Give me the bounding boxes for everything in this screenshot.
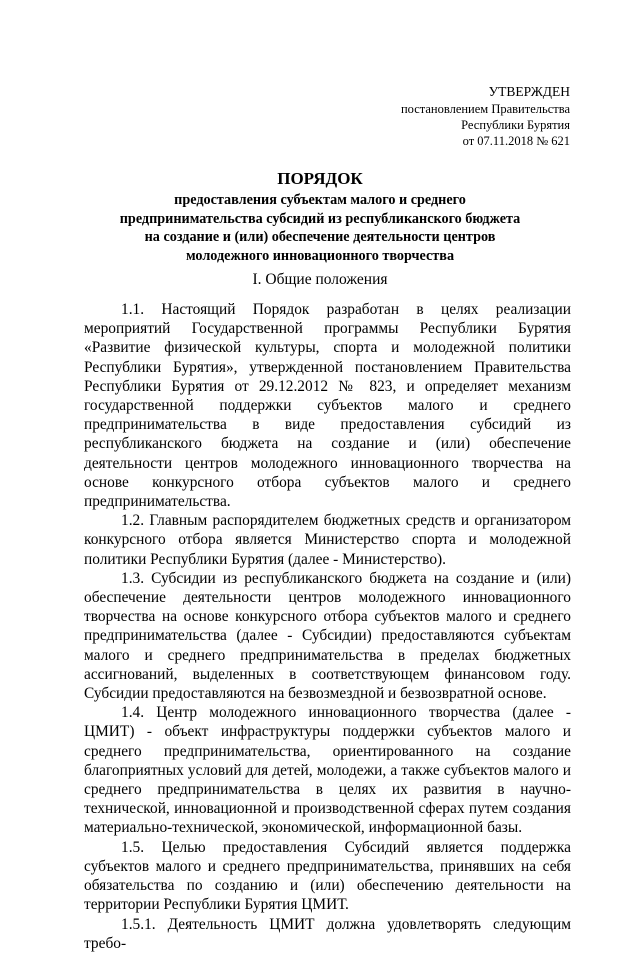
title-main: ПОРЯДОК [277,169,363,188]
paragraph-1-4: 1.4. Центр молодежного инновационного творчества (далее - ЦМИТ) - объект инфраструктуры поддержки субъектов малого и среднего предпринимательства, ориентированного на создание благоприятных условий для детей, молодежи, а также субъектов малого и среднего предпринимательства в целях их развития в научно-технической, инновационной и производственной сферах путем создания материально-технической, экономической, информационной базы. [84,704,571,837]
approval-line: постановлением Правительства [400,102,570,116]
approval-line: Республики Бурятия [461,118,570,132]
section-heading: I. Общие положения [252,271,388,288]
title-line: предпринимательства субсидий из республиканского бюджета [119,210,521,227]
approval-title: УТВЕРЖДЕН [488,84,570,99]
title-line: на создание и (или) обеспечение деятельности центров [144,229,496,245]
paragraph-1-3: 1.3. Субсидии из республиканского бюджета на создание и (или) обеспечение деятельности центров молодежного инновационного творчества на основе конкурсного отбора субъектов малого и среднего предпринимательства (далее - Субсидии) предоставляются субъектам малого и среднего предпринимательства в пределах бюджетных ассигнований, выделенных в соответствующем финансовом году. Субсидии предоставляются на безвозмездной и безвозвратной основе. [84,569,571,703]
paragraph-1-5: 1.5. Целью предоставления Субсидий является поддержка субъектов малого и среднего предпринимательства, принявших на себя обязательства по созданию и (или) обеспечению деятельности на территории Республики Бурятия ЦМИТ. [84,838,571,914]
paragraph-1-2: 1.2. Главным распорядителем бюджетных средств и организатором конкурсного отбора является Министерство спорта и молодежной политики Республики Бурятия (далее - Министерство). [84,512,571,568]
document-body [84,300,571,953]
paragraph-1-1: 1.1. Настоящий Порядок разработан в целях реализации мероприятий Государственной программы Республики Бурятия «Развитие физической культуры, спорта и молодежной политики Республики Бурятия», утвержденной постановлением Правительства Республики Бурятия от 29.12.2012 № 823, и определяет механизм государственной поддержки субъектов малого и среднего предпринимательства в виде предоставления субсидий из республиканского бюджета на создание и (или) обеспечение деятельности центров молодежного инновационного творчества на основе конкурсного отбора субъектов малого и среднего предпринимательства. [84,301,571,511]
approval-stamp [401,84,570,149]
title-line: молодежного инновационного творчества [185,247,455,264]
title-line: предоставления субъектам малого и среднего [174,192,466,208]
paragraph-1-5-1: 1.5.1. Деятельность ЦМИТ должна удовлетворять следующим требо- [84,915,571,952]
document-title [70,168,570,265]
approval-date: от 07.11.2018 № 621 [462,134,570,148]
